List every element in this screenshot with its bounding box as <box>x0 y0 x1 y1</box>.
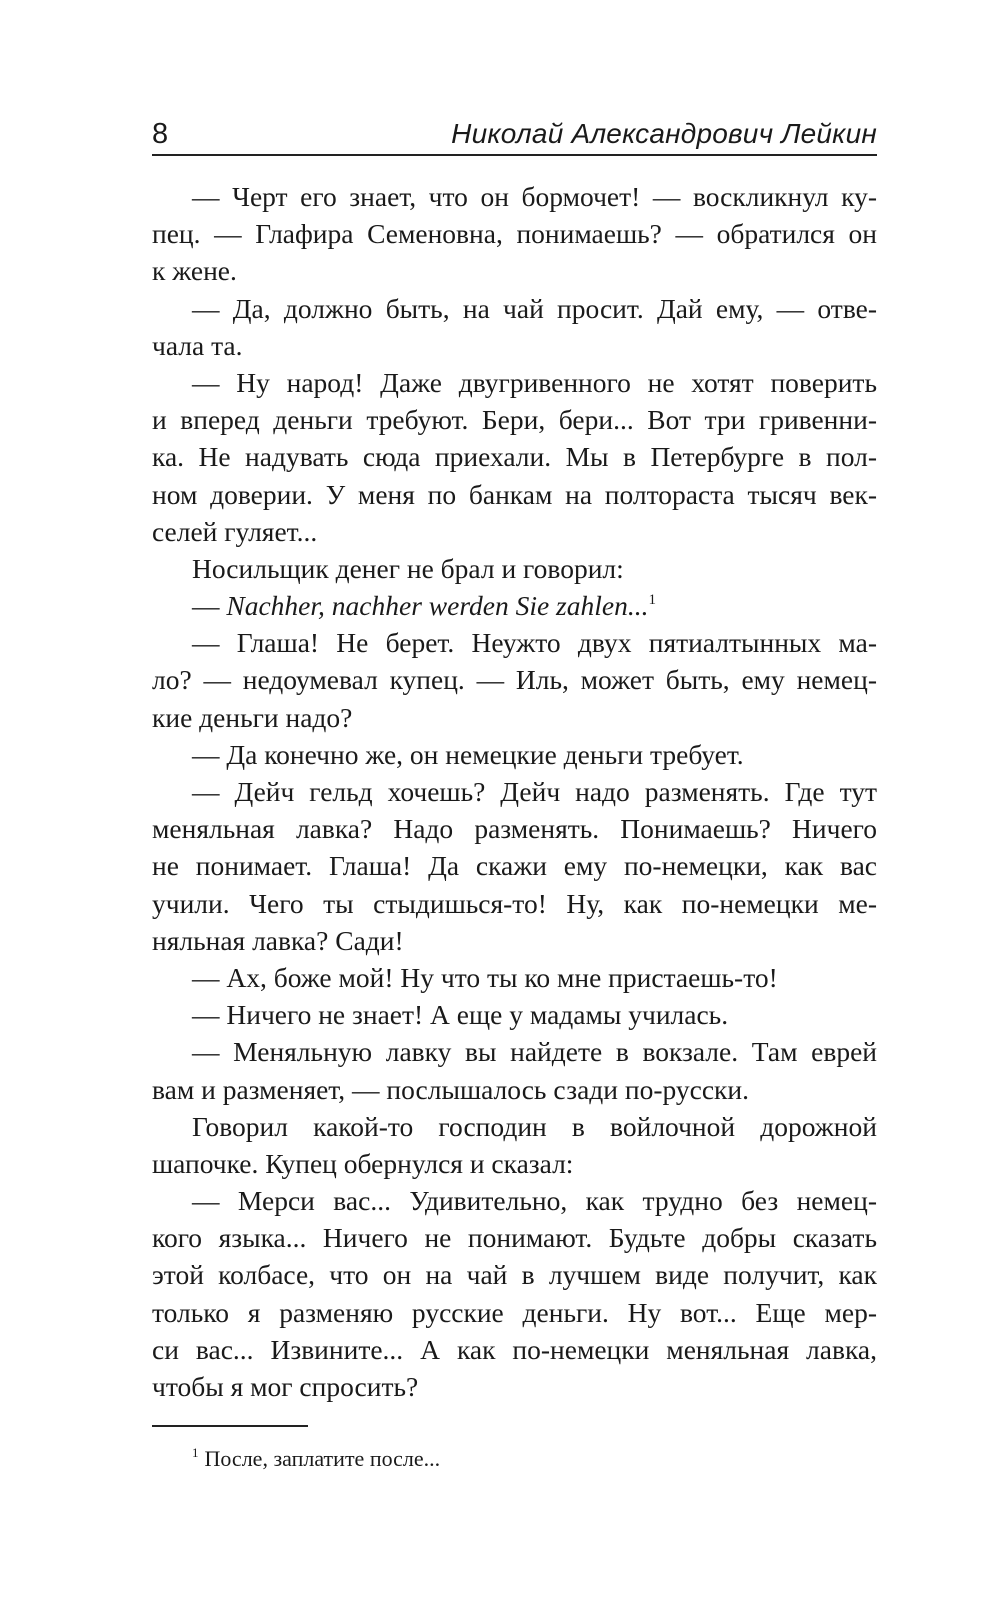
footnote <box>192 1444 440 1474</box>
footnote-text: После, заплатите после... <box>204 1446 441 1471</box>
text-line: только я разменяю русские деньги. Ну вот... Еще мер- <box>152 1296 877 1328</box>
page-number: 8 <box>152 118 169 150</box>
text-line: ном доверии. У меня по банкам на полтораста тысяч век- <box>152 478 877 510</box>
text-line: учили. Чего ты стыдишься-то! Ну, как по-немецки ме- <box>152 887 877 919</box>
text-line: кого языка... Ничего не понимают. Будьте добры сказать <box>152 1222 877 1254</box>
text-line: — Глаша! Не берет. Неужто двух пятиалтынных ма- <box>192 627 877 659</box>
text-line: Носильщик денег не брал и говорил: <box>192 552 624 584</box>
footnote-marker: 1 <box>192 1445 199 1460</box>
text-line: — Ах, боже мой! Ну что ты ко мне пристаешь-то! <box>192 961 778 993</box>
text-line: — Меняльную лавку вы найдете в вокзале. Там еврей <box>192 1036 877 1068</box>
text-line: чтобы я мог спросить? <box>152 1371 419 1402</box>
italic-phrase: Nachher, nachher werden Sie zahlen... <box>226 590 649 622</box>
text-line: чала та. <box>152 329 243 361</box>
footnote-divider <box>152 1425 308 1427</box>
text-line: — Ну народ! Даже двугривенного не хотят поверить <box>192 366 877 398</box>
text-line: кие деньги надо? <box>152 701 353 733</box>
text-line: шапочке. Купец обернулся и сказал: <box>152 1147 574 1179</box>
text-line: — Ничего не знает! А еще у мадамы училась. <box>192 999 729 1031</box>
text-line: этой колбасе, что он на чай в лучшем виде получит, как <box>152 1259 877 1291</box>
running-title: Николай Александрович Лейкин <box>451 118 877 149</box>
footnote-ref: 1 <box>648 592 656 609</box>
text-line: меняльная лавка? Надо разменять. Понимаешь? Ничего <box>152 813 877 845</box>
text-line: ка. Не надувать сюда приехали. Мы в Петербурге в пол- <box>152 441 877 473</box>
text-line: — Мерси вас... Удивительно, как трудно без немец- <box>192 1185 877 1217</box>
dash: — <box>192 590 227 622</box>
text-line: Говорил какой-то господин в войлочной дорожной <box>192 1110 877 1142</box>
text-line: — Дейч гельд хочешь? Дейч надо разменять. Где тут <box>192 776 877 807</box>
body-text <box>152 178 877 1405</box>
text-line: си вас... Извините... А как по-немецки меняльная лавка, <box>152 1333 877 1365</box>
text-line: и вперед деньги требуют. Бери, бери... Вот три гривенни- <box>152 404 877 436</box>
text-line: няльная лавка? Сади! <box>152 924 404 956</box>
text-line: — Да, должно быть, на чай просит. Дай ему, — отве- <box>192 292 877 324</box>
text-line: селей гуляет... <box>152 515 318 547</box>
text-line: не понимает. Глаша! Да скажи ему по-немецки, как вас <box>152 850 877 882</box>
running-header <box>152 112 877 156</box>
text-line: вам и разменяет, — послышалось сзади по-русски. <box>152 1073 750 1105</box>
text-line: к жене. <box>152 255 237 287</box>
text-line: — Черт его знает, что он бормочет! — воскликнул ку- <box>192 181 877 212</box>
text-line: пец. — Глафира Семеновна, понимаешь? — обратился он <box>152 218 877 250</box>
text-line: — Да конечно же, он немецкие деньги требует. <box>192 738 744 770</box>
text-line: ло? — недоумевал купец. — Иль, может быть, ему немец- <box>152 664 877 696</box>
text-line-italic <box>152 587 877 624</box>
